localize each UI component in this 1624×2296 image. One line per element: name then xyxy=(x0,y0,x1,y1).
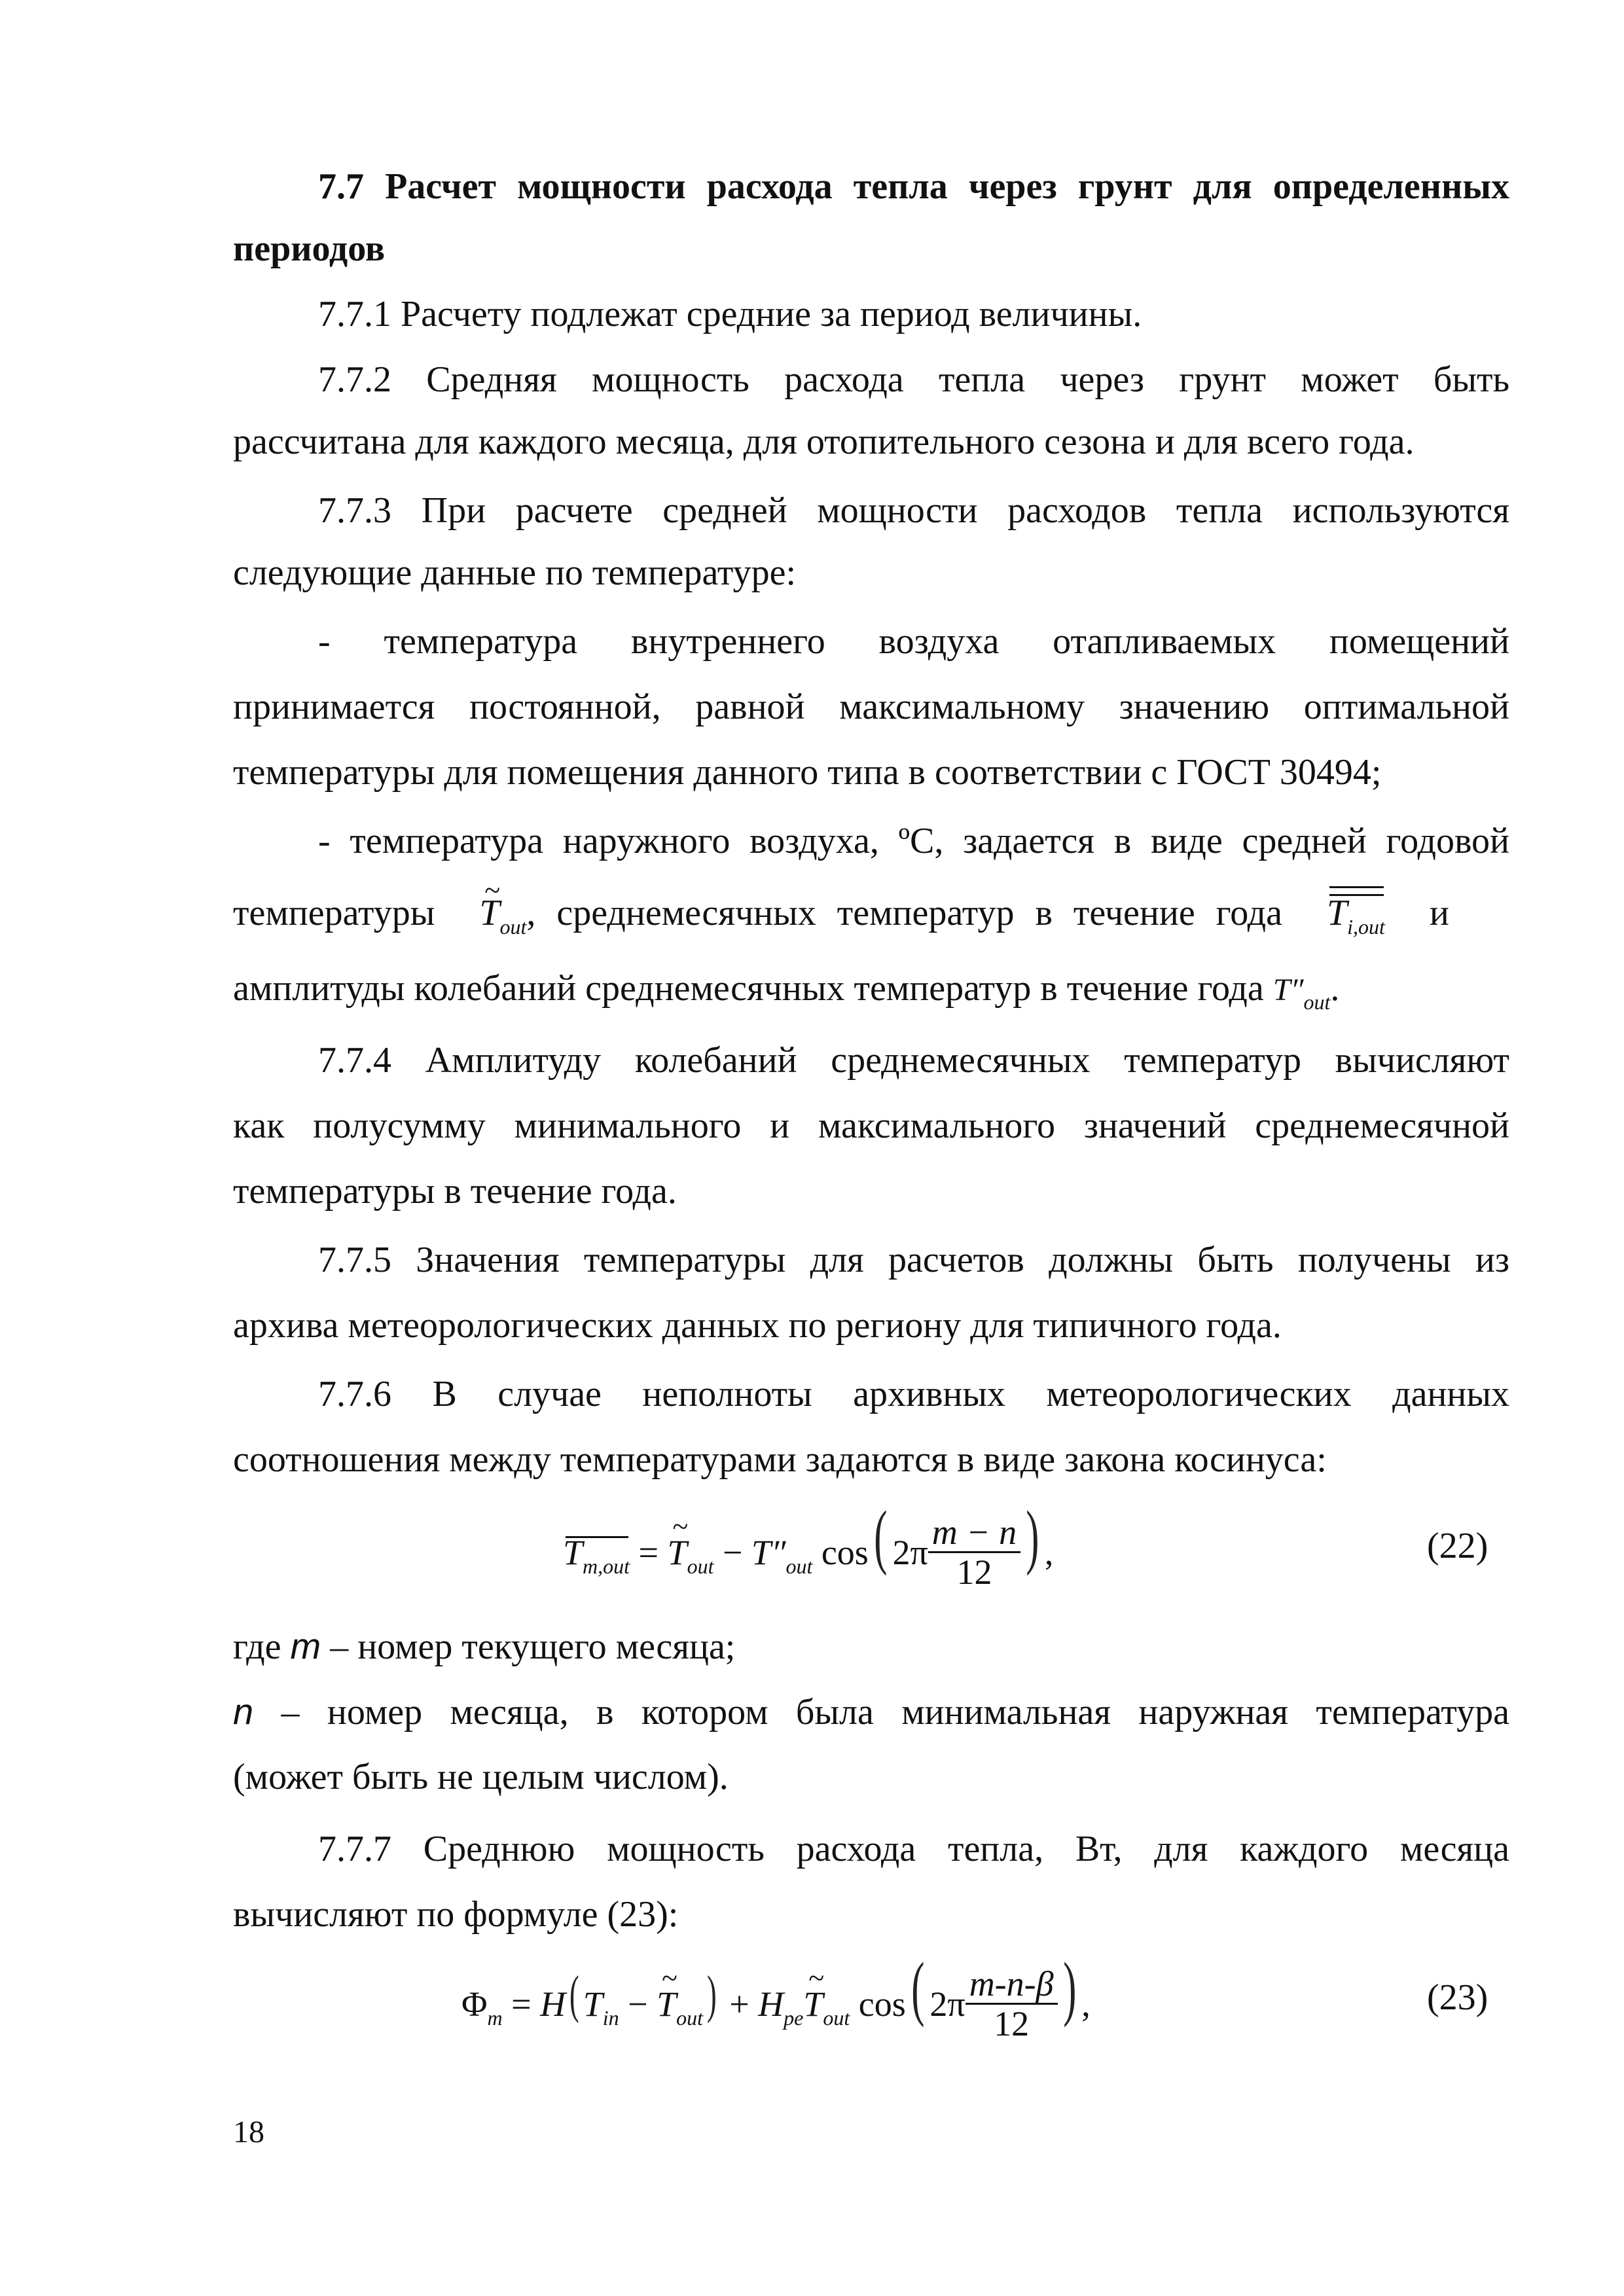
where-n-line1 xyxy=(233,1689,1509,1735)
where-m-line xyxy=(233,1623,1509,1670)
section-heading-line2: периодов xyxy=(233,228,386,269)
bullet-2-text-a: температуры xyxy=(233,893,435,933)
eq23-numerator: m-n-β xyxy=(965,1965,1058,2005)
paragraph-7-7-6-line1: 7.7.6 В случае неполноты архивных метеорологических данных xyxy=(318,1374,1509,1414)
equation-23-number: (23) xyxy=(1427,1977,1489,2018)
bullet-1-line1: - температура внутреннего воздуха отапливаемых помещений xyxy=(318,621,1509,662)
paragraph-7-7-3-line2: следующие данные по температуре: xyxy=(233,552,797,593)
equation-22: $T_{m,out}$ = ~ $T_{out} - T''_{out}$ cos( 2π $\frac{m - n}{12}$ ) , xyxy=(563,1499,1053,1595)
t-out-amplitude-symbol: $T''_{out}$ xyxy=(1272,973,1331,1014)
paragraph-7-7-1: 7.7.1 Расчету подлежат средние за период величины. xyxy=(318,294,1142,334)
var-m: m xyxy=(290,1625,321,1666)
paragraph-7-7-5-line2: архива метеорологических данных по региону для типичного года. xyxy=(233,1305,1282,1346)
page-number: 18 xyxy=(233,2115,264,2149)
equation-23: $\Phi_m = H$( $T_{in}$ − ~ $T_{out}$) + $H_{pe}\sim$ $T_{out}$ cos( 2π $\frac{m-n-\beta}{12}$ ) , xyxy=(461,1950,1091,2047)
paragraph-7-7-4-line2: как полусумму минимального и максимального значений среднемесячной xyxy=(233,1105,1509,1146)
bullet-2-text-c: и xyxy=(1429,893,1449,933)
bullet-2-text-d: амплитуды колебаний среднемесячных температур в течение года xyxy=(233,968,1264,1009)
paragraph-7-7-4-line3: температуры в течение года. xyxy=(233,1171,677,1211)
paragraph-7-7-2-line2: рассчитана для каждого месяца, для отопительного сезона и для всего года. xyxy=(233,422,1415,462)
where-n-text: – номер месяца, в котором была минимальная наружная температура xyxy=(281,1692,1510,1732)
bullet-2-text-b: , среднемесячных температур в течение года xyxy=(526,893,1282,933)
paragraph-7-7-6-line2: соотношения между температурами задаются в виде закона косинуса: xyxy=(233,1439,1327,1480)
paragraph-7-7-2-line1: 7.7.2 Средняя мощность расхода тепла через грунт может быть xyxy=(318,359,1509,400)
t-i-out-monthly-symbol: $T_{i,out}$ xyxy=(1327,890,1385,941)
equation-22-number: (22) xyxy=(1427,1526,1489,1566)
t-out-annual-symbol: ~ $T_{out}$ xyxy=(479,890,526,941)
paragraph-7-7-7-line1: 7.7.7 Среднюю мощность расхода тепла, Вт, для каждого месяца xyxy=(318,1829,1509,1869)
paragraph-7-7-3-line1: 7.7.3 При расчете средней мощности расходов тепла используются xyxy=(318,490,1509,531)
where-label: где xyxy=(233,1626,281,1667)
paragraph-7-7-4-line1: 7.7.4 Амплитуду колебаний среднемесячных температур вычисляют xyxy=(318,1040,1509,1081)
bullet-2-line1: - температура наружного воздуха, ºС, задается в виде средней годовой xyxy=(318,821,1509,861)
eq23-denominator: 12 xyxy=(994,2004,1030,2044)
where-n-line2: (может быть не целым числом). xyxy=(233,1757,729,1797)
bullet-1-line2: принимается постоянной, равной максимальному значению оптимальной xyxy=(233,687,1509,727)
section-heading-line1: 7.7 Расчет мощности расхода тепла через грунт для определенных xyxy=(318,166,1509,207)
paragraph-7-7-5-line1: 7.7.5 Значения температуры для расчетов должны быть получены из xyxy=(318,1240,1509,1280)
paragraph-7-7-7-line2: вычисляют по формуле (23): xyxy=(233,1894,679,1935)
bullet-1-line3: температуры для помещения данного типа в соответствии с ГОСТ 30494; xyxy=(233,752,1382,793)
bullet-2-line2 xyxy=(233,890,1509,941)
eq22-denominator: 12 xyxy=(956,1552,992,1592)
var-n: n xyxy=(233,1691,254,1732)
eq22-numerator: m − n xyxy=(928,1513,1020,1553)
where-m-text: – номер текущего месяца; xyxy=(330,1626,736,1667)
bullet-2-line3: амплитуды колебаний среднемесячных температур в течение года $T''_{out}$. xyxy=(233,968,1340,1014)
